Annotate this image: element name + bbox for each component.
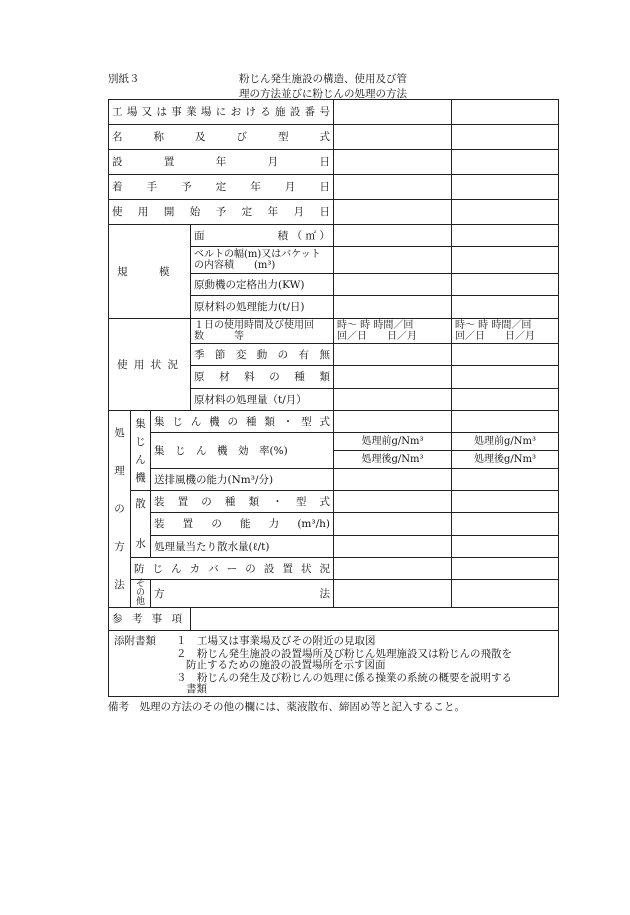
fan-capacity-label: 送排風機の能力(Nm³/分): [151, 469, 334, 491]
facility-form-table: [108, 99, 559, 697]
usage-hours-cell-2[interactable]: 時〜 時 時間／回 回／日 日／月: [452, 319, 559, 344]
remark-note: 備考 処理の方法のその他の欄には、薬液散布、締固め等と記入すること。: [108, 701, 465, 713]
start-date-label: 着手予定年月日: [109, 175, 334, 200]
processing-capacity-cell-1[interactable]: [334, 296, 452, 319]
efficiency-after-cell-1[interactable]: 処理後g/Nm³: [334, 451, 452, 469]
other-method-cell-2[interactable]: [452, 580, 559, 608]
dust-collector-label: 集 じ ん 機: [131, 411, 151, 491]
area-label: 面 積（㎡）: [191, 225, 334, 247]
treatment-method-label: 処 理 の 方 法: [109, 411, 131, 608]
area-cell-2[interactable]: [452, 225, 559, 247]
material-type-cell-2[interactable]: [452, 366, 559, 389]
dust-cover-cell-2[interactable]: [452, 558, 559, 580]
use-start-date-cell-2[interactable]: [452, 200, 559, 225]
attachment-item-2: ２ 粉じん発生施設の設置場所及び粉じん処理施設又は粉じんの飛散を: [176, 648, 512, 660]
use-start-date-label: 使用開始予定年月日: [109, 200, 334, 225]
processing-capacity-label: 原材料の処理能力(t/日): [191, 296, 334, 319]
spray-capacity-label: 装置の能力(m³/h): [151, 513, 334, 536]
spray-amount-cell-2[interactable]: [452, 536, 559, 558]
facility-number-cell-1[interactable]: [334, 100, 452, 125]
install-date-cell-1[interactable]: [334, 150, 452, 175]
attachment-item-3-cont: 書類: [186, 683, 207, 695]
facility-number-label: 工場又は事業場における施設番号: [109, 100, 334, 125]
spray-type-cell-1[interactable]: [334, 491, 452, 513]
attachment-item-2-cont: 防止するための施設の設置場所を示す図面: [186, 659, 386, 671]
efficiency-before-cell-1[interactable]: 処理前g/Nm³: [334, 433, 452, 451]
efficiency-after-cell-2[interactable]: 処理後g/Nm³: [452, 451, 559, 469]
install-date-cell-2[interactable]: [452, 150, 559, 175]
motor-output-cell-1[interactable]: [334, 274, 452, 296]
spray-capacity-cell-2[interactable]: [452, 513, 559, 536]
other-label: その他: [131, 580, 151, 608]
material-type-cell-1[interactable]: [334, 366, 452, 389]
attachment-item-1: １ 工場又は事業場及びその附近の見取図: [176, 635, 376, 647]
scale-label: 規 模: [109, 225, 191, 319]
belt-width-cell-1[interactable]: [334, 247, 452, 274]
collector-efficiency-label: 集 じ ん 機 効 率(%): [151, 433, 334, 469]
name-model-cell-2[interactable]: [452, 125, 559, 150]
fan-capacity-cell-1[interactable]: [334, 469, 452, 491]
material-amount-cell-2[interactable]: [452, 389, 559, 411]
seasonal-variation-cell-2[interactable]: [452, 344, 559, 366]
efficiency-before-cell-2[interactable]: 処理前g/Nm³: [452, 433, 559, 451]
use-start-date-cell-1[interactable]: [334, 200, 452, 225]
belt-width-cell-2[interactable]: [452, 247, 559, 274]
water-spray-label: 散 水: [131, 491, 151, 558]
facility-number-cell-2[interactable]: [452, 100, 559, 125]
name-model-cell-1[interactable]: [334, 125, 452, 150]
reference-cell[interactable]: [191, 608, 559, 631]
seasonal-variation-cell-1[interactable]: [334, 344, 452, 366]
other-method-cell-1[interactable]: [334, 580, 452, 608]
collector-type-cell-1[interactable]: [334, 411, 452, 433]
dust-cover-label: 防じんカバーの設置状況: [131, 558, 334, 580]
form-title-line-1: 粉じん発生施設の構造、使用及び管: [239, 73, 407, 85]
fan-capacity-cell-2[interactable]: [452, 469, 559, 491]
spray-type-label: 装置の種類・型式: [151, 491, 334, 513]
usage-hours-label: １日の使用時間及び使用回 数 等: [191, 319, 334, 344]
processing-capacity-cell-2[interactable]: [452, 296, 559, 319]
collector-type-cell-2[interactable]: [452, 411, 559, 433]
belt-width-label: ベルトの幅(m)又はバケットの内容積 (m³): [191, 247, 334, 274]
spray-amount-label: 処理量当たり散水量(ℓ/t): [151, 536, 334, 558]
attachments-section: [109, 631, 559, 697]
spray-amount-cell-1[interactable]: [334, 536, 452, 558]
spray-capacity-cell-1[interactable]: [334, 513, 452, 536]
name-model-label: 名称及び型式: [109, 125, 334, 150]
attachments-label: 添附書類: [114, 635, 156, 647]
form-ref-number: 別紙３: [108, 73, 140, 85]
install-date-label: 設置年月日: [109, 150, 334, 175]
attachment-item-3: ３ 粉じんの発生及び粉じんの処理に係る操業の系統の概要を説明する: [176, 672, 512, 684]
material-amount-label: 原材料の処理量（t/月）: [191, 389, 334, 411]
seasonal-variation-label: 季節変動の有無: [191, 344, 334, 366]
material-amount-cell-1[interactable]: [334, 389, 452, 411]
start-date-cell-2[interactable]: [452, 175, 559, 200]
motor-output-label: 原動機の定格出力(KW): [191, 274, 334, 296]
start-date-cell-1[interactable]: [334, 175, 452, 200]
usage-label: 使用状況: [109, 319, 191, 411]
other-method-label: 方 法: [151, 580, 334, 608]
area-cell-1[interactable]: [334, 225, 452, 247]
motor-output-cell-2[interactable]: [452, 274, 559, 296]
reference-label: 参考事項: [109, 608, 191, 631]
form-title-line-2: 理の方法並びに粉じんの処理の方法: [239, 88, 407, 100]
usage-hours-cell-1[interactable]: 時〜 時 時間／回 回／日 日／月: [334, 319, 452, 344]
collector-type-label: 集じん機の種類・型式: [151, 411, 334, 433]
spray-type-cell-2[interactable]: [452, 491, 559, 513]
dust-cover-cell-1[interactable]: [334, 558, 452, 580]
material-type-label: 原材料の種類: [191, 366, 334, 389]
